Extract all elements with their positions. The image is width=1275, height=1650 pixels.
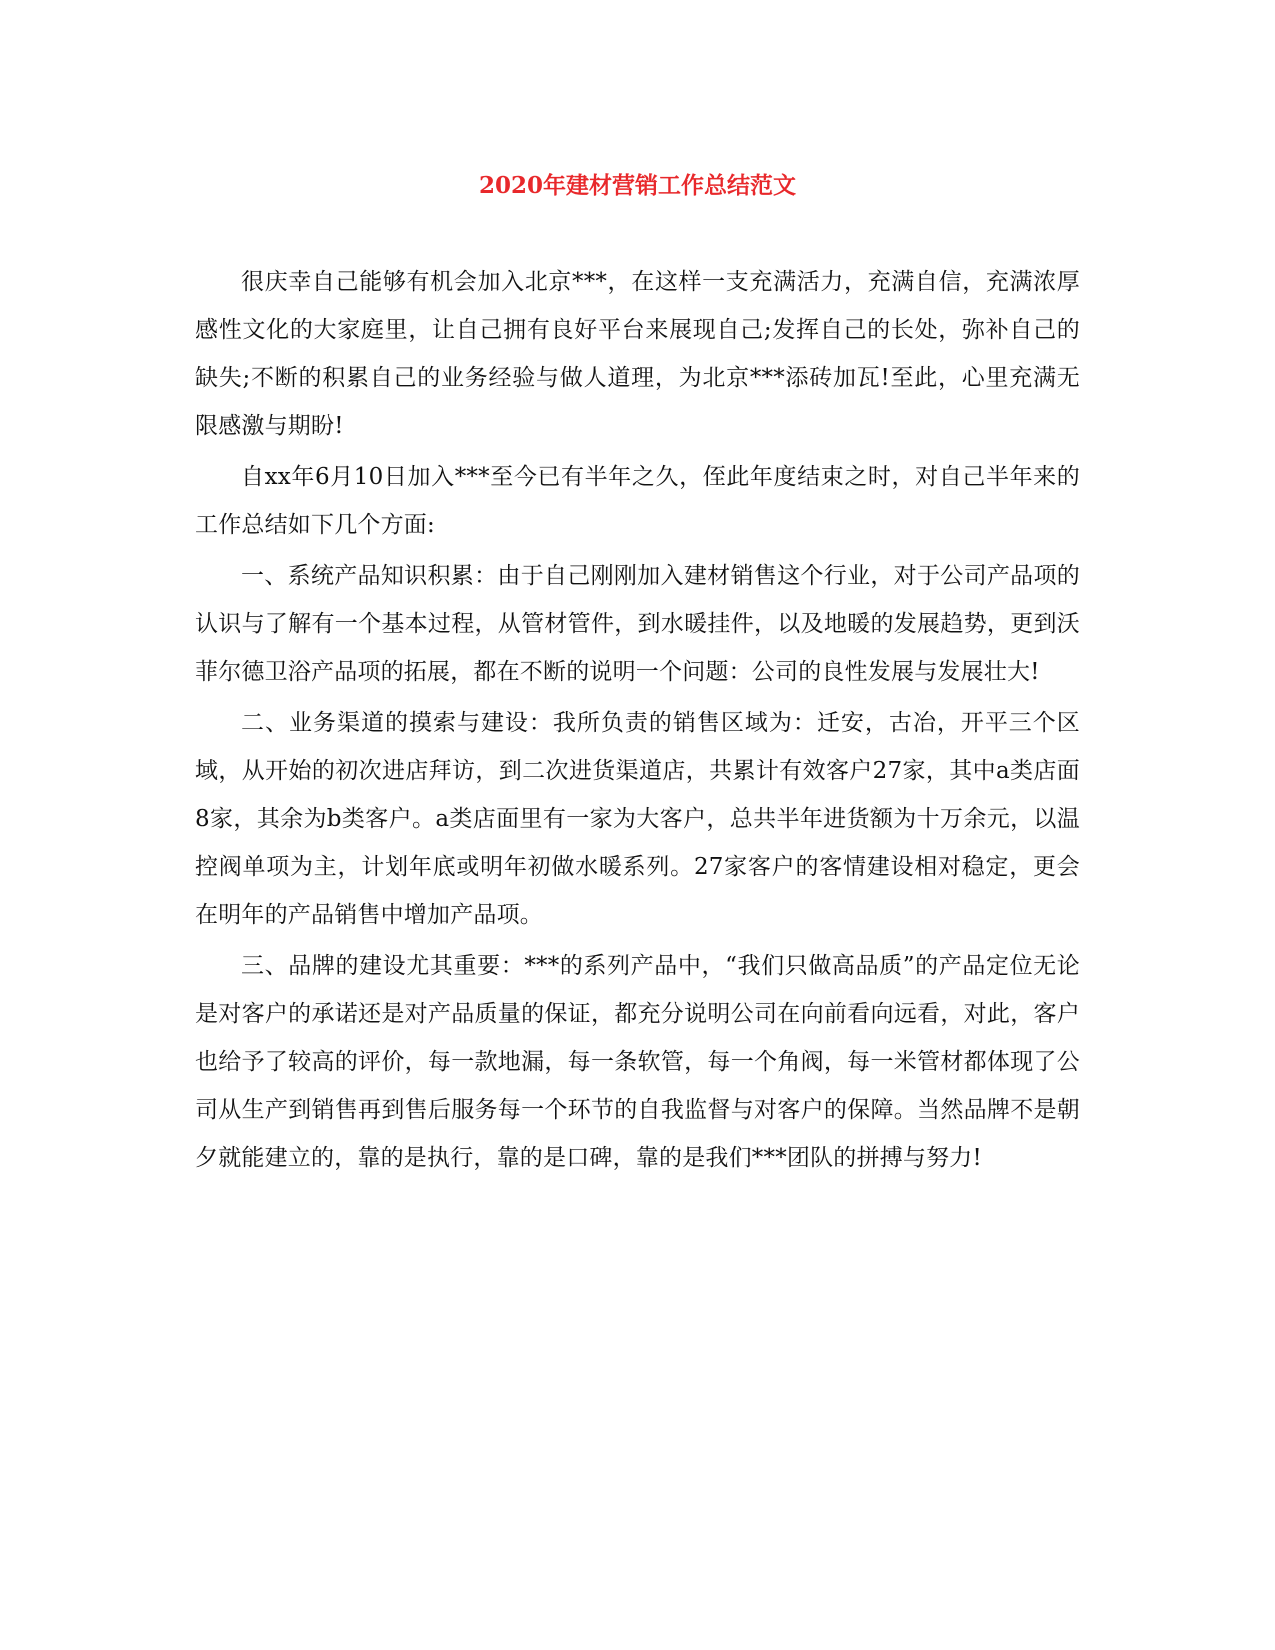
paragraph-overview: 自xx年6月10日加入***至今已有半年之久，侄此年度结束之时，对自己半年来的工作总结如下几个方面: [195,464,1080,538]
paragraph-intro: 很庆幸自己能够有机会加入北京***，在这样一支充满活力，充满自信，充满浓厚感性文化的大家庭里，让自己拥有良好平台来展现自己;发挥自己的长处，弥补自己的缺失;不断的积累自己的业务经验与做人道理，为北京***添砖加瓦!至此，心里充满无限感激与期盼! [195,269,1080,439]
paragraph-sales-channels: 二、业务渠道的摸索与建设：我所负责的销售区域为：迁安，古冶，开平三个区域，从开始的初次进店拜访，到二次进货渠道店，共累计有效客户27家，其中a类店面8家，其余为b类客户。a类店面里有一家为大客户，总共半年进货额为十万余元，以温控阀单项为主，计划年底或明年初做水暖系列。27家客户的客情建设相对稳定，更会在明年的产品销售中增加产品项。 [195,710,1080,928]
document-body [195,258,1080,1185]
document-title: 2020年建材营销工作总结范文 [478,172,796,199]
paragraph-brand-building: 三、品牌的建设尤其重要：***的系列产品中，“我们只做高品质”的产品定位无论是对客户的承诺还是对产品质量的保证，都充分说明公司在向前看向远看，对此，客户也给予了较高的评价，每一款地漏，每一条软管，每一个角阀，每一米管材都体现了公司从生产到销售再到售后服务每一个环节的自我监督与对客户的保障。当然品牌不是朝夕就能建立的，靠的是执行，靠的是口碑，靠的是我们***团队的拼搏与努力! [195,953,1080,1171]
paragraph-product-knowledge: 一、系统产品知识积累：由于自己刚刚加入建材销售这个行业，对于公司产品项的认识与了解有一个基本过程，从管材管件，到水暖挂件，以及地暖的发展趋势，更到沃菲尔德卫浴产品项的拓展，都在不断的说明一个问题：公司的良性发展与发展壮大! [195,563,1080,685]
